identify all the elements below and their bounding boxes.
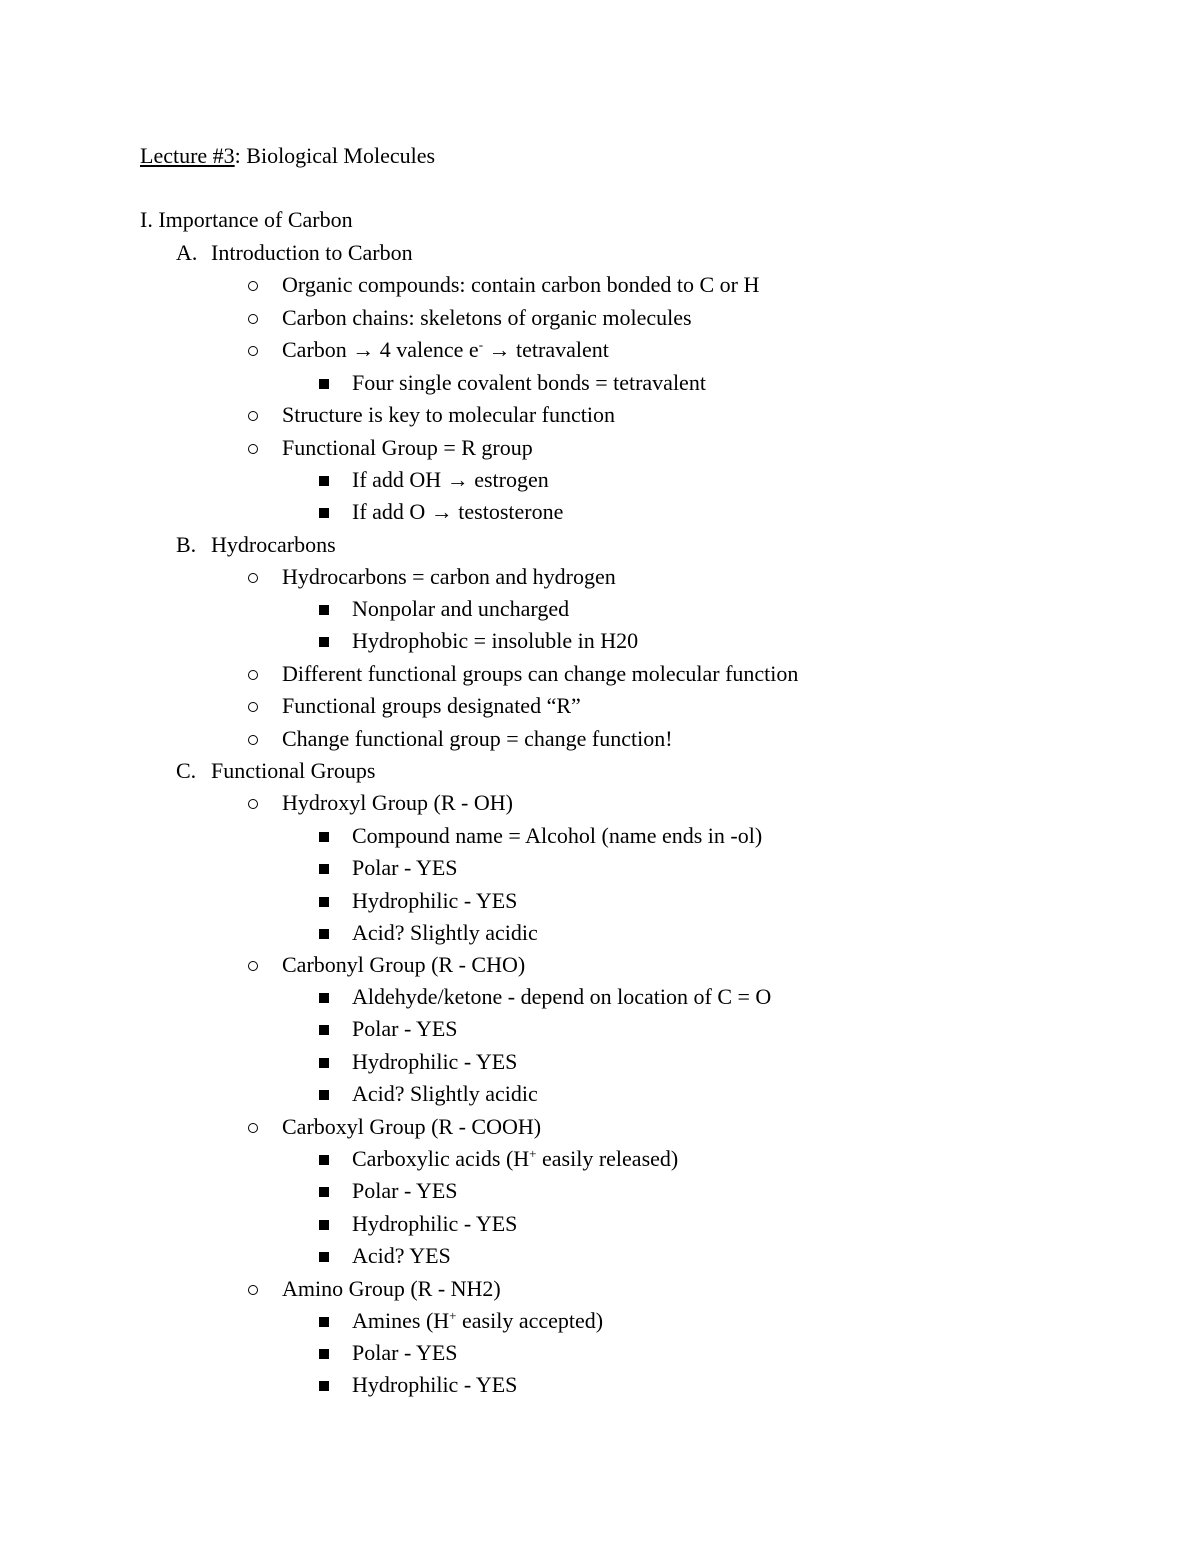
sub-list-item — [316, 822, 762, 850]
subsection-title: Introduction to Carbon — [211, 240, 413, 265]
sub-list-item-text: Hydrophobic = insoluble in H20 — [352, 628, 639, 653]
list-item — [245, 434, 533, 462]
sub-list-item — [316, 1048, 517, 1076]
sub-list-item-text: easily released) — [536, 1146, 679, 1171]
list-item-text: Structure is key to molecular function — [282, 402, 615, 427]
list-item — [245, 1113, 541, 1141]
sub-list-item-text: Aldehyde/ketone - depend on location of C = O — [352, 984, 772, 1009]
subsection-title: Functional Groups — [211, 758, 376, 783]
sub-list-item-text: Hydrophilic - YES — [352, 888, 518, 913]
list-item-text: Carboxyl Group (R - COOH) — [282, 1114, 542, 1139]
subsection-marker: C. — [176, 758, 197, 783]
sub-list-item — [316, 498, 563, 526]
sub-list-item — [316, 919, 538, 947]
sub-list-item-text: Polar - YES — [352, 1016, 458, 1041]
sub-list-item-text: Polar - YES — [352, 1178, 458, 1203]
lecture-title — [140, 142, 435, 170]
list-item — [245, 563, 616, 591]
list-item-text: Functional Group = R group — [282, 435, 533, 460]
sub-list-item-text: easily accepted) — [456, 1308, 604, 1333]
sub-list-item — [316, 369, 706, 397]
sub-list-item-text: Acid? YES — [352, 1243, 451, 1268]
sub-list-item — [316, 983, 771, 1011]
list-item — [245, 725, 673, 753]
sub-list-item-text: Carboxylic acids (H — [352, 1146, 530, 1171]
list-item-text: Different functional groups can change molecular function — [282, 661, 799, 686]
sub-list-item-text: Hydrophilic - YES — [352, 1211, 518, 1236]
sub-list-item-text: Amines (H — [352, 1308, 450, 1333]
list-item-text: Hydroxyl Group (R - OH) — [282, 790, 513, 815]
sub-list-item — [316, 1339, 458, 1367]
subsection-title: Hydrocarbons — [211, 532, 336, 557]
list-item-text: Change functional group = change function! — [282, 726, 673, 751]
list-item — [245, 271, 759, 299]
list-item-text: → tetravalent — [483, 337, 609, 362]
list-item-text: Organic compounds: contain carbon bonded to C or H — [282, 272, 760, 297]
sub-list-item-text: Hydrophilic - YES — [352, 1372, 518, 1397]
sub-list-item — [316, 466, 549, 494]
sub-list-item — [316, 1210, 517, 1238]
subsection-heading — [176, 239, 413, 267]
sub-list-item — [316, 1307, 603, 1335]
sub-list-item — [316, 595, 569, 623]
superscript: + — [529, 1146, 537, 1161]
sub-list-item-text: Acid? Slightly acidic — [352, 920, 538, 945]
lecture-number: Lecture #3 — [140, 143, 235, 168]
list-item-text: Functional groups designated “R” — [282, 693, 581, 718]
sub-list-item — [316, 1015, 458, 1043]
list-item — [245, 789, 513, 817]
subsection-marker: B. — [176, 532, 197, 557]
list-item-text: Carbon chains: skeletons of organic molecules — [282, 305, 692, 330]
list-item — [245, 1275, 501, 1303]
list-item-text: Carbon → 4 valence e — [282, 337, 479, 362]
lecture-subject: : Biological Molecules — [234, 143, 436, 168]
sub-list-item — [316, 854, 458, 882]
list-item — [245, 336, 609, 364]
list-item-text: Hydrocarbons = carbon and hydrogen — [282, 564, 616, 589]
sub-list-item — [316, 1145, 678, 1173]
superscript: - — [478, 337, 484, 352]
section-heading: I. Importance of Carbon — [140, 207, 353, 232]
list-item — [245, 304, 692, 332]
list-item — [245, 951, 525, 979]
sub-list-item — [316, 627, 638, 655]
sub-list-item-text: Hydrophilic - YES — [352, 1049, 518, 1074]
sub-list-item-text: Polar - YES — [352, 1340, 458, 1365]
list-item-text: Amino Group (R - NH2) — [282, 1276, 501, 1301]
sub-list-item — [316, 1177, 458, 1205]
sub-list-item-text: If add O → testosterone — [352, 499, 564, 524]
sub-list-item — [316, 1371, 517, 1399]
list-item-text: Carbonyl Group (R - CHO) — [282, 952, 526, 977]
sub-list-item — [316, 1242, 451, 1270]
list-item — [245, 692, 581, 720]
superscript: + — [449, 1308, 457, 1323]
list-item — [245, 401, 615, 429]
sub-list-item-text: Compound name = Alcohol (name ends in -ol) — [352, 823, 763, 848]
sub-list-item-text: If add OH → estrogen — [352, 467, 549, 492]
subsection-heading — [176, 531, 336, 559]
sub-list-item-text: Four single covalent bonds = tetravalent — [352, 370, 706, 395]
sub-list-item — [316, 1080, 538, 1108]
sub-list-item — [316, 887, 517, 915]
sub-list-item-text: Nonpolar and uncharged — [352, 596, 570, 621]
subsection-marker: A. — [176, 240, 198, 265]
list-item — [245, 660, 798, 688]
sub-list-item-text: Acid? Slightly acidic — [352, 1081, 538, 1106]
subsection-heading — [176, 757, 375, 785]
sub-list-item-text: Polar - YES — [352, 855, 458, 880]
